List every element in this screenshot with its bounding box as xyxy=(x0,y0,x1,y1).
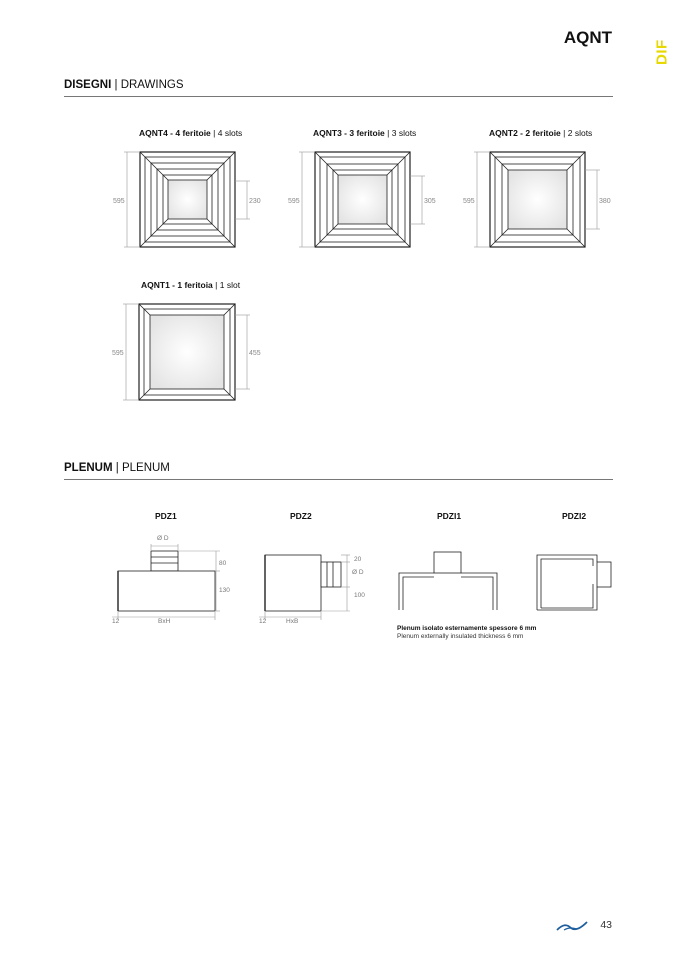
pdzi1-drawing xyxy=(399,552,497,610)
plenum-label-pdzi1: PDZI1 xyxy=(437,511,462,521)
pdz2-bottom-dim: HxB xyxy=(286,618,299,625)
drawing-label-aqnt2: AQNT2 - 2 feritoie | 2 slots xyxy=(489,128,593,138)
drawings-heading-bold: DISEGNI xyxy=(64,79,112,91)
pdz1-side-dim: 130 xyxy=(219,587,230,594)
plenum-divider xyxy=(64,479,613,480)
plenum-label-pdz1: PDZ1 xyxy=(155,511,177,521)
pdz2-left-dim: 12 xyxy=(259,618,267,625)
pdz1-top-dim: 80 xyxy=(219,560,227,567)
plenum-note xyxy=(397,625,536,641)
aqnt4-right-dim: 230 xyxy=(249,198,261,205)
drawing-label-aqnt3: AQNT3 - 3 feritoie | 3 slots xyxy=(313,128,417,138)
aqnt2-left-dim: 595 xyxy=(463,198,475,205)
pdz1-drawing xyxy=(118,551,215,611)
plenum-label-pdz2: PDZ2 xyxy=(290,511,312,521)
drawing-label-aqnt4: AQNT4 - 4 feritoie | 4 slots xyxy=(139,128,243,138)
plenum-label-pdzi2: PDZI2 xyxy=(562,511,587,521)
aqnt3-right-dim: 305 xyxy=(424,198,436,205)
aqnt1-drawing xyxy=(139,304,235,400)
pdz2-side-dim: 100 xyxy=(354,592,365,599)
aqnt1-left-dim: 595 xyxy=(112,350,124,357)
pdzi2-drawing xyxy=(537,555,611,610)
plenum-section-heading xyxy=(64,462,170,474)
plenum-note-it: Plenum isolato esternamente spessore 6 mm xyxy=(397,625,537,632)
page-number: 43 xyxy=(600,919,612,931)
aqnt4-drawing xyxy=(140,152,235,247)
plenum-note-en: Plenum externally insulated thickness 6 mm xyxy=(397,633,524,640)
pdz2-top-dim: 20 xyxy=(354,556,362,563)
plenum-heading-rest: PLENUM xyxy=(121,462,170,474)
pdz1-left-dim: 12 xyxy=(112,618,120,625)
aqnt2-drawing xyxy=(490,152,585,247)
plenum-heading-bold: PLENUM xyxy=(64,462,113,474)
pdz1-bottom-dim: BxH xyxy=(158,618,171,625)
product-title: AQNT xyxy=(563,28,612,47)
aqnt1-right-dim: 455 xyxy=(249,350,261,357)
category-tab: DIF xyxy=(653,39,671,65)
drawings-heading-sep: | xyxy=(111,79,121,91)
aqnt3-left-dim: 595 xyxy=(288,198,300,205)
drawings-heading-rest: DRAWINGS xyxy=(120,79,184,91)
aqnt3-drawing xyxy=(315,152,410,247)
aqnt4-left-dim: 595 xyxy=(113,198,125,205)
wave-logo-icon xyxy=(556,920,588,932)
pdz2-drawing xyxy=(265,555,341,611)
pdz2-diam-dim: Ø D xyxy=(352,569,364,576)
pdz1-diam-dim: Ø D xyxy=(157,535,169,542)
plenum-heading-sep: | xyxy=(112,462,122,474)
diffuser-drawings xyxy=(0,0,678,420)
aqnt2-right-dim: 380 xyxy=(599,198,611,205)
plenum-drawings xyxy=(0,520,678,630)
drawing-label-aqnt1: AQNT1 - 1 feritoia | 1 slot xyxy=(141,280,241,290)
